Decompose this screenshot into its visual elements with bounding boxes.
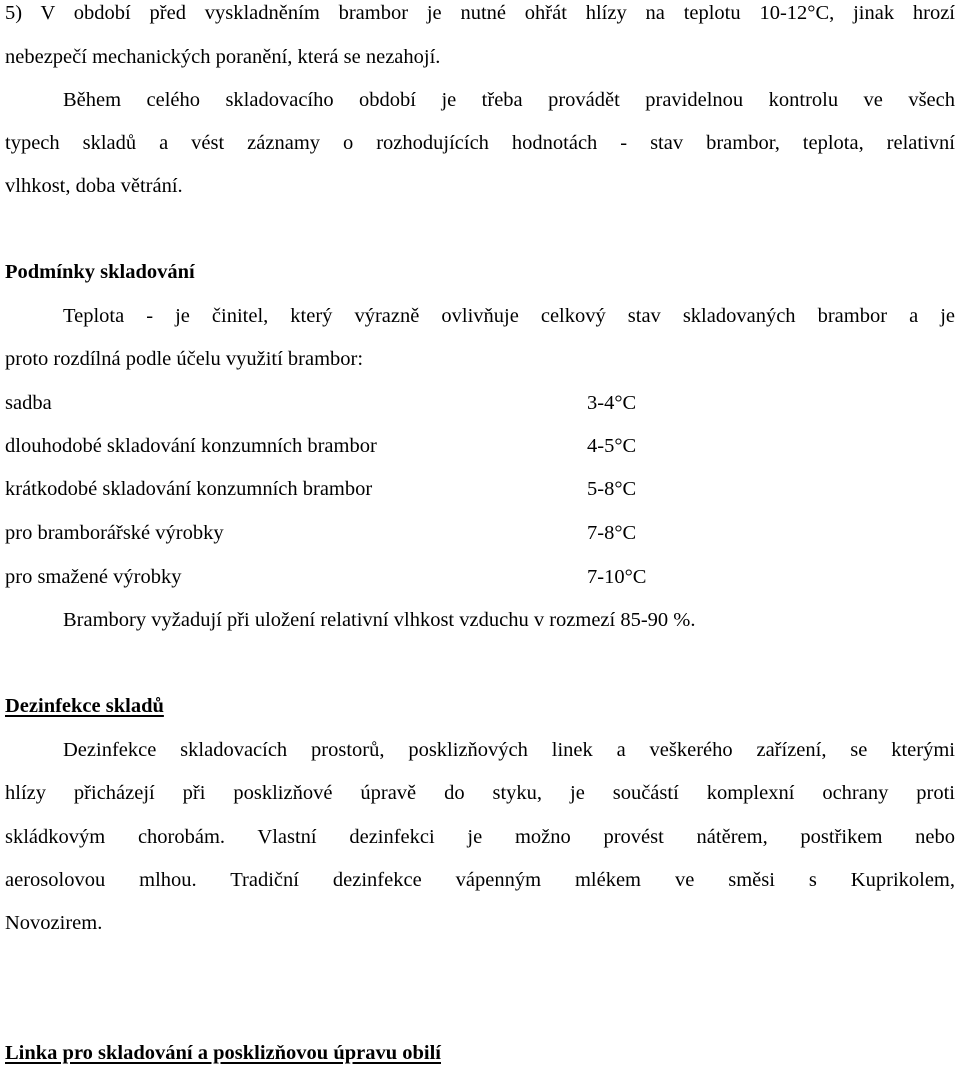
temperature-row-label: dlouhodobé skladování konzumních brambor (5, 435, 377, 457)
temperature-row-value: 7-10°C (587, 566, 647, 588)
temperature-line-1: Teplota - je činitel, který výrazně ovlivňuje celkový stav skladovaných brambor a je (63, 305, 955, 327)
disinfection-line-4: aerosolovou mlhou. Tradiční dezinfekce vápenným mlékem ve směsi s Kuprikolem, (5, 869, 955, 891)
temperature-row-value: 5-8°C (587, 478, 637, 500)
disinfection-line-1: Dezinfekce skladovacích prostorů, posklizňových linek a veškerého zařízení, se kterými (63, 739, 955, 761)
disinfection-heading: Dezinfekce skladů (5, 695, 164, 717)
disinfection-line-3: skládkovým chorobám. Vlastní dezinfekci je možno provést nátěrem, postřikem nebo (5, 826, 955, 848)
control-line-3: vlhkost, doba větrání. (5, 175, 183, 197)
temperature-row-value: 7-8°C (587, 522, 637, 544)
item5-line-2: nebezpečí mechanických poranění, která se nezahojí. (5, 46, 441, 68)
control-line-1: Během celého skladovacího období je třeba provádět pravidelnou kontrolu ve všech (63, 89, 955, 111)
humidity-line: Brambory vyžadují při uložení relativní vlhkost vzduchu v rozmezí 85-90 %. (63, 609, 696, 631)
temperature-row-label: pro smažené výrobky (5, 566, 182, 588)
temperature-row-label: pro bramborářské výrobky (5, 522, 224, 544)
temperature-row-value: 3-4°C (587, 392, 637, 414)
control-line-2: typech skladů a vést záznamy o rozhodujících hodnotách - stav brambor, teplota, relativní (5, 132, 955, 154)
disinfection-line-5: Novozirem. (5, 912, 103, 934)
grain-line-heading: Linka pro skladování a posklizňovou úpravu obilí (5, 1042, 441, 1064)
temperature-row-value: 4-5°C (587, 435, 637, 457)
disinfection-line-2: hlízy přicházejí při posklizňové úpravě do styku, je součástí komplexní ochrany proti (5, 782, 955, 804)
storage-conditions-heading: Podmínky skladování (5, 261, 195, 283)
temperature-line-2: proto rozdílná podle účelu využití brambor: (5, 348, 364, 370)
temperature-row-label: krátkodobé skladování konzumních brambor (5, 478, 373, 500)
item5-line-1: 5) V období před vyskladněním brambor je nutné ohřát hlízy na teplotu 10-12°C, jinak hrozí (5, 2, 955, 24)
temperature-row-label: sadba (5, 392, 52, 414)
